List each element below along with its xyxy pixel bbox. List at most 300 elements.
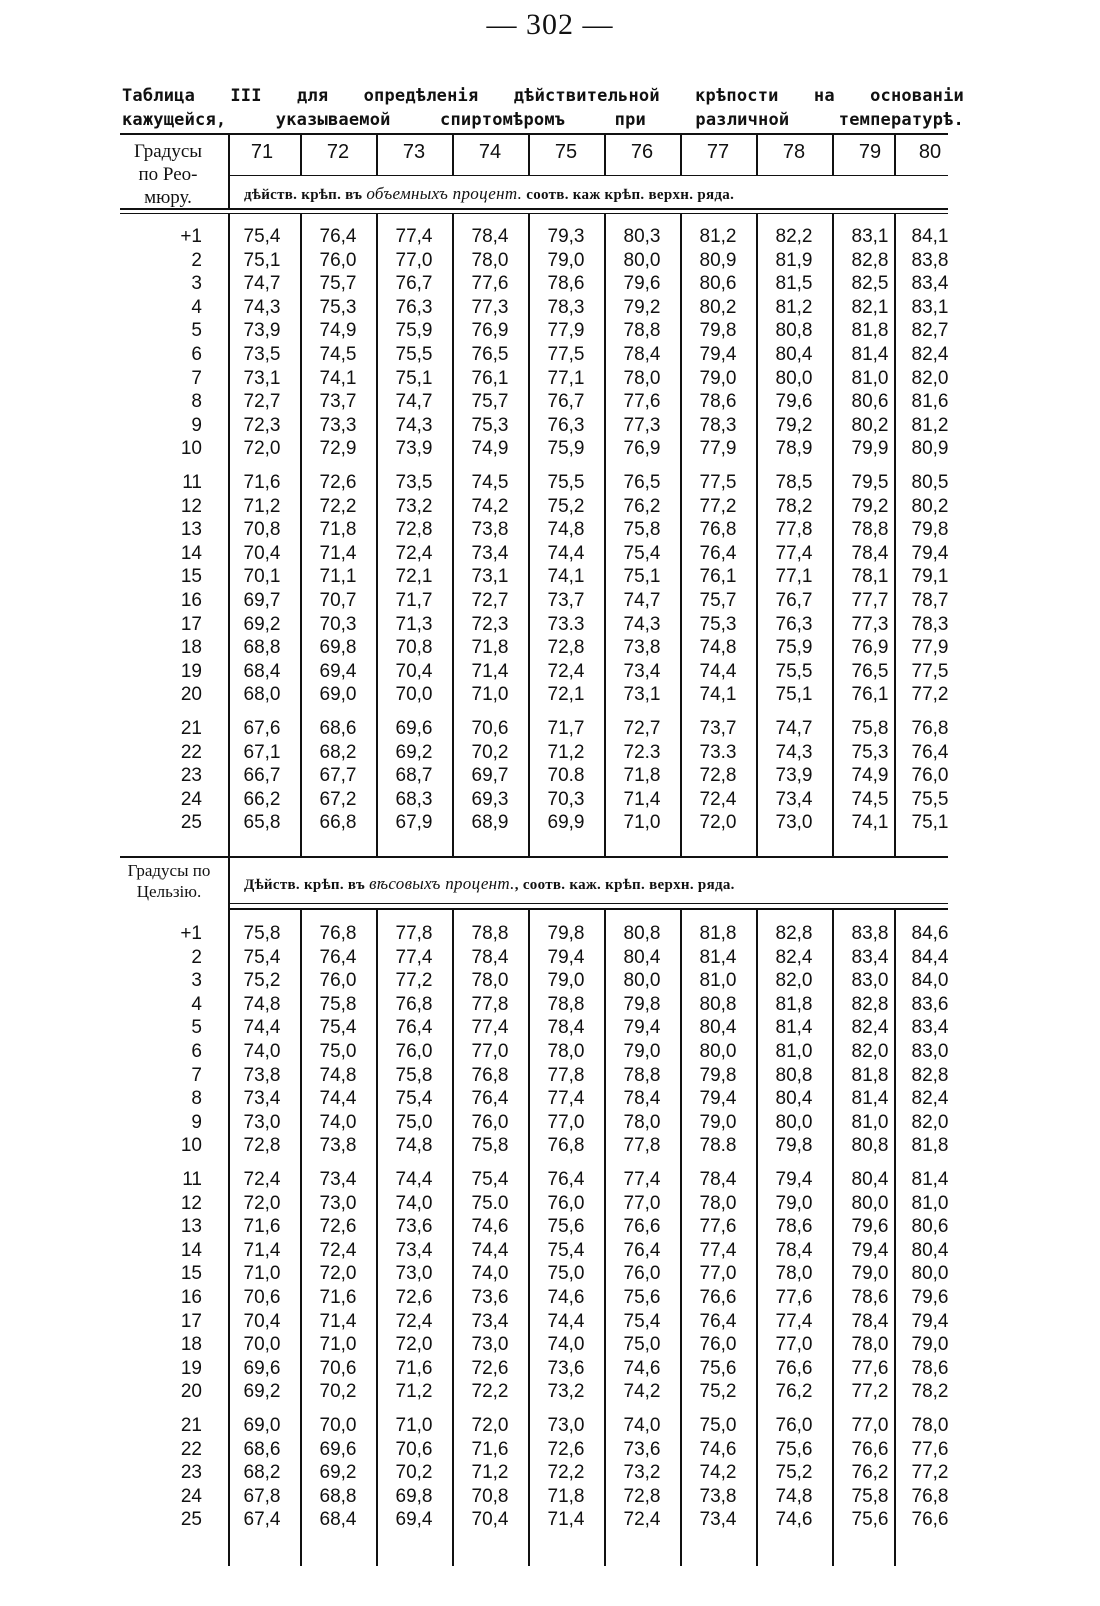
reaumur-cell: 76,7	[395, 273, 433, 295]
reaumur-cell: 71,3	[395, 613, 433, 635]
reaumur-row-label: 4	[191, 296, 202, 318]
celsius-cell: 78,0	[623, 1111, 661, 1133]
celsius-cell: 80,8	[699, 993, 737, 1015]
celsius-cell: 76,2	[851, 1462, 889, 1484]
celsius-cell: 75,6	[547, 1216, 585, 1238]
column-rule-reaumur-2	[376, 214, 378, 856]
reaumur-header-bottom-rule-1	[120, 208, 948, 210]
celsius-cell: 78,0	[699, 1192, 737, 1214]
reaumur-cell: 68,0	[243, 684, 281, 706]
reaumur-cell: 76,9	[851, 637, 889, 659]
celsius-cell: 81,0	[911, 1192, 949, 1214]
celsius-cell: 74,6	[775, 1509, 813, 1531]
reaumur-cell: 72,8	[547, 637, 585, 659]
celsius-cell: 83,6	[911, 993, 949, 1015]
reaumur-cell: 75,4	[623, 542, 661, 564]
reaumur-table-row	[0, 660, 1100, 684]
celsius-cell: 72,6	[319, 1216, 357, 1238]
celsius-cell: 79,8	[623, 993, 661, 1015]
reaumur-cell: 79,8	[911, 519, 949, 541]
reaumur-cell: 79,8	[699, 320, 737, 342]
celsius-cell: 74,0	[395, 1192, 433, 1214]
reaumur-cell: 73.3	[699, 741, 737, 763]
reaumur-cell: 81,0	[851, 367, 889, 389]
celsius-cell: 79,0	[911, 1334, 949, 1356]
celsius-cell: 69,2	[243, 1381, 281, 1403]
celsius-cell: 76,4	[395, 1017, 433, 1039]
reaumur-table-row	[0, 788, 1100, 812]
celsius-cell: 80,0	[623, 970, 661, 992]
celsius-cell: 77,6	[699, 1216, 737, 1238]
reaumur-cell: 75,1	[911, 812, 949, 834]
celsius-cell: 74,4	[243, 1017, 281, 1039]
reaumur-cell: 77,3	[471, 296, 509, 318]
reaumur-subheader-italic: объемныхъ процент.	[366, 184, 523, 203]
column-rule-header-7	[756, 135, 758, 175]
celsius-cell: 75,4	[547, 1239, 585, 1261]
celsius-cell: 80,6	[911, 1216, 949, 1238]
celsius-cell: 74,0	[319, 1111, 357, 1133]
celsius-cell: 74,6	[623, 1357, 661, 1379]
celsius-cell: 72,2	[471, 1381, 509, 1403]
reaumur-table-row	[0, 741, 1100, 765]
celsius-cell: 78,0	[911, 1415, 949, 1436]
celsius-cell: 74,8	[395, 1135, 433, 1157]
reaumur-cell: 78,9	[775, 438, 813, 460]
table-caption	[122, 84, 964, 132]
reaumur-cell: 71,8	[319, 519, 357, 541]
celsius-cell: 82,8	[911, 1064, 949, 1086]
reaumur-cell: 71,0	[471, 684, 509, 706]
celsius-cell: 72,4	[243, 1169, 281, 1190]
reaumur-cell: 70,8	[243, 519, 281, 541]
reaumur-cell: 71,8	[623, 765, 661, 787]
celsius-row-label: 20	[180, 1381, 202, 1403]
celsius-cell: 79,4	[911, 1310, 949, 1332]
celsius-cell: 71,4	[243, 1239, 281, 1261]
reaumur-cell: 80,0	[623, 249, 661, 271]
celsius-cell: 75,0	[699, 1415, 737, 1436]
reaumur-cell: 71,4	[319, 542, 357, 564]
reaumur-cell: 80,2	[851, 414, 889, 436]
column-header-75: 75	[554, 141, 578, 163]
reaumur-cell: 80,9	[911, 438, 949, 460]
celsius-cell: 81,8	[775, 993, 813, 1015]
reaumur-cell: 76,1	[699, 566, 737, 588]
celsius-cell: 80,0	[851, 1192, 889, 1214]
column-rule-header-3	[452, 135, 454, 175]
celsius-cell: 81,8	[911, 1135, 949, 1157]
celsius-cell: 74,0	[547, 1334, 585, 1356]
celsius-cell: 75,6	[775, 1438, 813, 1460]
celsius-cell: 78,4	[851, 1310, 889, 1332]
reaumur-cell: 74,7	[395, 391, 433, 413]
reaumur-row-label: 10	[180, 438, 202, 460]
celsius-cell: 79,4	[623, 1017, 661, 1039]
reaumur-cell: 77,6	[623, 391, 661, 413]
reaumur-cell: 73,5	[395, 472, 433, 493]
celsius-subheader-post: , соотв. каж. крѣп. верхн. ряда.	[514, 877, 735, 893]
reaumur-cell: 70,2	[471, 741, 509, 763]
reaumur-cell: 72,7	[243, 391, 281, 413]
reaumur-cell: 69,4	[319, 660, 357, 682]
celsius-cell: 77,0	[547, 1111, 585, 1133]
celsius-cell: 71,4	[547, 1509, 585, 1531]
reaumur-cell: 76,3	[395, 296, 433, 318]
reaumur-cell: 77,2	[699, 495, 737, 517]
reaumur-cell: 76,5	[623, 472, 661, 493]
reaumur-cell: 77,5	[911, 660, 949, 682]
column-rule-reaumur-6	[680, 214, 682, 856]
celsius-row-label: 19	[180, 1357, 202, 1379]
reaumur-cell: 74,1	[699, 684, 737, 706]
reaumur-row-label: 24	[180, 788, 202, 810]
reaumur-cell: 70,0	[395, 684, 433, 706]
celsius-cell: 79,0	[775, 1192, 813, 1214]
celsius-table-row	[0, 1310, 1100, 1334]
celsius-table-row	[0, 993, 1100, 1017]
celsius-table-row	[0, 1262, 1100, 1286]
reaumur-cell: 80,3	[623, 226, 661, 247]
celsius-cell: 80,4	[623, 946, 661, 968]
celsius-cell: 76,6	[775, 1357, 813, 1379]
celsius-table-row	[0, 1016, 1100, 1040]
reaumur-cell: 72,7	[623, 718, 661, 739]
celsius-cell: 75,2	[243, 970, 281, 992]
reaumur-cell: 69,2	[395, 741, 433, 763]
reaumur-stub-line-3: мюру.	[144, 187, 192, 208]
celsius-cell: 73,4	[395, 1239, 433, 1261]
celsius-cell: 72,8	[243, 1135, 281, 1157]
reaumur-cell: 67,2	[319, 788, 357, 810]
reaumur-cell: 66,2	[243, 788, 281, 810]
reaumur-cell: 69,2	[243, 613, 281, 635]
celsius-cell: 82,0	[851, 1041, 889, 1062]
reaumur-cell: 78,4	[471, 226, 509, 247]
reaumur-cell: 74,5	[851, 788, 889, 810]
reaumur-row-label: 2	[191, 249, 202, 271]
celsius-cell: 74,8	[319, 1064, 357, 1086]
celsius-cell: 74,8	[775, 1485, 813, 1507]
celsius-table-row	[0, 1239, 1100, 1263]
celsius-cell: 73,0	[471, 1334, 509, 1356]
celsius-cell: 71,0	[395, 1415, 433, 1436]
celsius-cell: 69,6	[319, 1438, 357, 1460]
reaumur-cell: 77,8	[775, 519, 813, 541]
celsius-cell: 79,0	[851, 1263, 889, 1285]
reaumur-table-row	[0, 764, 1100, 788]
celsius-cell: 72,0	[395, 1334, 433, 1356]
reaumur-cell: 79,9	[851, 438, 889, 460]
reaumur-row-label: 19	[180, 660, 202, 682]
celsius-cell: 69,4	[395, 1509, 433, 1531]
celsius-cell: 76,6	[851, 1438, 889, 1460]
celsius-cell: 77,4	[395, 946, 433, 968]
reaumur-cell: 76,3	[547, 414, 585, 436]
celsius-cell: 78,0	[547, 1041, 585, 1062]
celsius-row-label: 7	[191, 1064, 202, 1086]
column-header-73: 73	[402, 141, 426, 163]
reaumur-table-row	[0, 343, 1100, 367]
page-number: — 302 —	[486, 8, 614, 41]
reaumur-cell: 78,3	[911, 613, 949, 635]
reaumur-row-label: 23	[180, 765, 202, 787]
reaumur-cell: 71,4	[623, 788, 661, 810]
celsius-cell: 78,6	[851, 1287, 889, 1308]
celsius-row-label: 25	[180, 1509, 202, 1531]
reaumur-cell: 75,3	[699, 613, 737, 635]
celsius-cell: 75,8	[395, 1064, 433, 1086]
celsius-cell: 74,6	[471, 1216, 509, 1238]
celsius-table-row	[0, 969, 1100, 993]
celsius-cell: 72,4	[395, 1310, 433, 1332]
reaumur-cell: 74,5	[319, 344, 357, 365]
celsius-cell: 72,6	[471, 1357, 509, 1379]
celsius-cell: 76,6	[911, 1509, 949, 1531]
reaumur-cell: 71,7	[395, 590, 433, 611]
reaumur-cell: 79,0	[547, 249, 585, 271]
reaumur-cell: 75,7	[699, 590, 737, 611]
celsius-cell: 79,4	[547, 946, 585, 968]
reaumur-cell: 71,2	[243, 495, 281, 517]
reaumur-cell: 73,4	[623, 660, 661, 682]
reaumur-cell: 78,0	[471, 249, 509, 271]
reaumur-cell: 80,6	[699, 273, 737, 295]
celsius-cell: 70,4	[243, 1310, 281, 1332]
reaumur-row-label: 11	[182, 472, 202, 493]
celsius-row-label: 4	[191, 993, 202, 1015]
reaumur-row-label: 15	[180, 566, 202, 588]
reaumur-row-label: 25	[180, 812, 202, 834]
celsius-cell: 77,2	[851, 1381, 889, 1403]
celsius-cell: 67,8	[243, 1485, 281, 1507]
celsius-cell: 76,0	[547, 1192, 585, 1214]
celsius-cell: 76,0	[319, 970, 357, 992]
header-top-rule	[120, 133, 948, 135]
header-mid-rule	[228, 175, 948, 176]
reaumur-subheader-pre: дѣйств. крѣп. въ	[244, 187, 363, 203]
reaumur-cell: 68,2	[319, 741, 357, 763]
reaumur-cell: 80,9	[699, 249, 737, 271]
celsius-cell: 77,6	[775, 1287, 813, 1308]
celsius-cell: 76,4	[547, 1169, 585, 1190]
celsius-cell: 74,0	[243, 1041, 281, 1062]
reaumur-cell: 76,8	[911, 718, 949, 739]
celsius-cell: 82,0	[775, 970, 813, 992]
reaumur-cell: 73,8	[471, 519, 509, 541]
celsius-cell: 71,2	[471, 1462, 509, 1484]
reaumur-row-label: 21	[180, 718, 202, 739]
reaumur-cell: 75,3	[851, 741, 889, 763]
celsius-cell: 75,4	[319, 1017, 357, 1039]
celsius-cell: 71,0	[243, 1263, 281, 1285]
reaumur-table-row	[0, 811, 1100, 835]
reaumur-cell: 78,1	[851, 566, 889, 588]
column-rule-header-8	[832, 135, 834, 175]
reaumur-cell: 67,7	[319, 765, 357, 787]
celsius-subheader-pre: Дѣйств. крѣп. въ	[244, 877, 365, 893]
celsius-cell: 78,6	[775, 1216, 813, 1238]
celsius-row-label: 6	[191, 1041, 202, 1062]
celsius-cell: 74,2	[699, 1462, 737, 1484]
reaumur-cell: 70,6	[471, 718, 509, 739]
celsius-cell: 71,6	[243, 1216, 281, 1238]
reaumur-cell: 70.8	[547, 765, 585, 787]
celsius-cell: 79,8	[547, 923, 585, 944]
reaumur-cell: 79,0	[699, 367, 737, 389]
celsius-cell: 79,8	[775, 1135, 813, 1157]
celsius-cell: 69,8	[395, 1485, 433, 1507]
celsius-cell: 80,8	[623, 923, 661, 944]
reaumur-cell: 65,8	[243, 812, 281, 834]
reaumur-cell: 76,5	[851, 660, 889, 682]
celsius-row-label: 23	[180, 1462, 202, 1484]
reaumur-row-label: 12	[180, 495, 202, 517]
celsius-stub-title	[112, 860, 226, 902]
celsius-row-label: 8	[191, 1088, 202, 1110]
celsius-cell: 81,8	[699, 923, 737, 944]
reaumur-cell: 73,9	[395, 438, 433, 460]
celsius-table-row	[0, 946, 1100, 970]
celsius-cell: 82,4	[911, 1088, 949, 1110]
celsius-table-row	[0, 1134, 1100, 1158]
reaumur-cell: 70,1	[243, 566, 281, 588]
reaumur-row-label: +1	[180, 226, 202, 247]
reaumur-row-label: 22	[180, 741, 202, 763]
celsius-cell: 73,0	[319, 1192, 357, 1214]
celsius-cell: 72,8	[623, 1485, 661, 1507]
reaumur-cell: 79,6	[775, 391, 813, 413]
celsius-cell: 74,8	[243, 993, 281, 1015]
reaumur-cell: 76,9	[623, 438, 661, 460]
celsius-cell: 75,8	[851, 1485, 889, 1507]
reaumur-cell: 75,3	[471, 414, 509, 436]
reaumur-cell: 68,4	[243, 660, 281, 682]
reaumur-table-row	[0, 471, 1100, 495]
celsius-cell: 79,8	[699, 1064, 737, 1086]
celsius-table-row	[0, 1192, 1100, 1216]
reaumur-cell: 82,5	[851, 273, 889, 295]
reaumur-cell: 76,1	[851, 684, 889, 706]
celsius-cell: 73,0	[243, 1111, 281, 1133]
celsius-cell: 76,2	[775, 1381, 813, 1403]
reaumur-cell: 69,6	[395, 718, 433, 739]
celsius-subheader-italic: вѣсовыхъ процент.	[369, 874, 515, 893]
celsius-cell: 75,6	[699, 1357, 737, 1379]
reaumur-cell: 67,9	[395, 812, 433, 834]
reaumur-table-row	[0, 518, 1100, 542]
reaumur-cell: 78,5	[775, 472, 813, 493]
reaumur-row-label: 20	[180, 684, 202, 706]
reaumur-cell: 81,8	[851, 320, 889, 342]
reaumur-cell: 79,6	[623, 273, 661, 295]
celsius-cell: 80,0	[775, 1111, 813, 1133]
celsius-table-row	[0, 1333, 1100, 1357]
reaumur-cell: 67,1	[243, 741, 281, 763]
reaumur-cell: 68,9	[471, 812, 509, 834]
reaumur-cell: 69,7	[243, 590, 281, 611]
celsius-cell: 82,4	[775, 946, 813, 968]
celsius-cell: 74,0	[471, 1263, 509, 1285]
celsius-cell: 83,4	[911, 1017, 949, 1039]
reaumur-cell: 72,0	[699, 812, 737, 834]
reaumur-cell: 73,1	[471, 566, 509, 588]
column-rule-reaumur-8	[832, 214, 834, 856]
celsius-table-row	[0, 1087, 1100, 1111]
celsius-cell: 80,8	[851, 1135, 889, 1157]
reaumur-cell: 68,6	[319, 718, 357, 739]
celsius-cell: 76,4	[699, 1310, 737, 1332]
reaumur-cell: 80,2	[699, 296, 737, 318]
reaumur-cell: 79,5	[851, 472, 889, 493]
celsius-cell: 82,4	[851, 1017, 889, 1039]
reaumur-cell: 75,5	[911, 788, 949, 810]
celsius-row-label: 18	[180, 1334, 202, 1356]
reaumur-cell: 80,5	[911, 472, 949, 493]
celsius-cell: 79,0	[623, 1041, 661, 1062]
reaumur-cell: 82,1	[851, 296, 889, 318]
reaumur-cell: 78,2	[775, 495, 813, 517]
celsius-cell: 71,6	[395, 1357, 433, 1379]
column-header-76: 76	[630, 141, 654, 163]
column-rule-header-0	[228, 135, 230, 208]
celsius-table-row	[0, 1508, 1100, 1532]
reaumur-cell: 76,5	[471, 344, 509, 365]
reaumur-table-row	[0, 390, 1100, 414]
reaumur-cell: 75,9	[395, 320, 433, 342]
reaumur-cell: 74,4	[547, 542, 585, 564]
reaumur-cell: 74,1	[547, 566, 585, 588]
reaumur-cell: 81,4	[851, 344, 889, 365]
celsius-stub-line-1: Градусы по	[127, 861, 211, 880]
celsius-cell: 77,0	[775, 1334, 813, 1356]
column-header-71: 71	[250, 141, 274, 163]
celsius-cell: 76,4	[471, 1088, 509, 1110]
celsius-table-row	[0, 1485, 1100, 1509]
celsius-table-row	[0, 1111, 1100, 1135]
reaumur-cell: 82,7	[911, 320, 949, 342]
reaumur-cell: 68,3	[395, 788, 433, 810]
celsius-cell: 73,0	[395, 1263, 433, 1285]
celsius-cell: 75,4	[243, 946, 281, 968]
celsius-cell: 68,2	[243, 1462, 281, 1484]
celsius-cell: 75,0	[395, 1111, 433, 1133]
reaumur-cell: 73,1	[623, 684, 661, 706]
reaumur-row-label: 14	[180, 542, 202, 564]
reaumur-cell: 78,4	[623, 344, 661, 365]
reaumur-cell: 70,3	[547, 788, 585, 810]
reaumur-cell: 79,2	[851, 495, 889, 517]
celsius-cell: 78,8	[547, 993, 585, 1015]
celsius-cell: 77,2	[911, 1462, 949, 1484]
celsius-top-rule	[120, 856, 948, 858]
celsius-cell: 76,0	[623, 1263, 661, 1285]
column-rule-header-9	[894, 135, 896, 175]
celsius-cell: 81,0	[851, 1111, 889, 1133]
reaumur-cell: 80,6	[851, 391, 889, 413]
reaumur-cell: 76,4	[699, 542, 737, 564]
celsius-cell: 75,0	[319, 1041, 357, 1062]
column-rule-reaumur-5	[604, 214, 606, 856]
celsius-cell: 70,0	[243, 1334, 281, 1356]
celsius-cell: 84,4	[911, 946, 949, 968]
reaumur-cell: 74,7	[243, 273, 281, 295]
celsius-cell: 80,8	[775, 1064, 813, 1086]
celsius-row-label: +1	[180, 923, 202, 944]
reaumur-cell: 77,5	[699, 472, 737, 493]
caption-line-2: кажущейся, указываемой спиртомѣромъ при различной температурѣ.	[122, 110, 964, 130]
celsius-cell: 75,8	[243, 923, 281, 944]
